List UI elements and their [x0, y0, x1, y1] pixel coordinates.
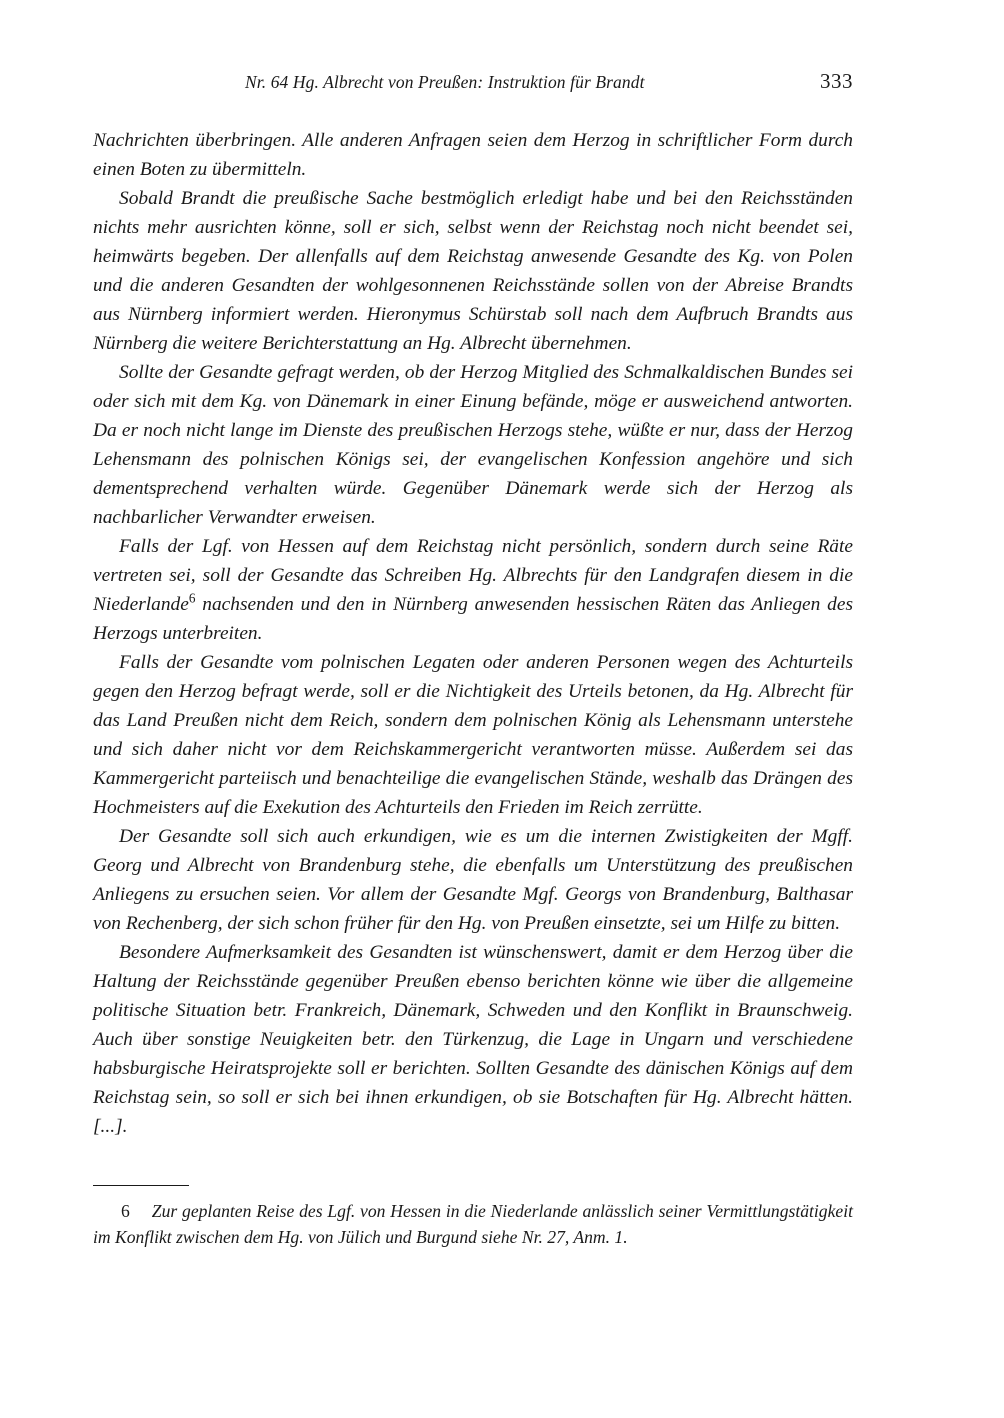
paragraph: Nachrichten überbringen. Alle anderen Anfragen seien dem Herzog in schriftlicher Form durch einen Boten zu übermitteln. — [93, 130, 853, 180]
paragraph-with-footnote-ref — [93, 532, 853, 648]
footnote-reference-marker: 6 — [188, 590, 196, 606]
page-content — [93, 69, 853, 1250]
footnote-number: 6 — [121, 1201, 130, 1221]
paragraph: Sollte der Gesandte gefragt werden, ob der Herzog Mitglied des Schmalkaldischen Bundes sei oder sich mit dem Kg. von Dänemark in einer Einung befände, möge er ausweichend antworten. Da er noch nicht lange im Dienste des preußischen Herzogs stehe, wüßte er nur, dass der Herzog Lehensmann des polnischen Königs sei, der evangelischen Konfession angehöre und sich dementsprechend verhalten würde. Gegenüber Dänemark werde sich der Herzog als nachbarlicher Verwandter erweisen. — [93, 362, 853, 528]
footnote-text: Zur geplanten Reise des Lgf. von Hessen in die Niederlande anlässlich seiner Vermittlungstätigkeit im Konflikt zwischen dem Hg. von Jülich und Burgund siehe Nr. 27, Anm. 1. — [93, 1201, 853, 1247]
running-head — [93, 69, 853, 106]
footnote-area — [93, 1185, 853, 1250]
footnote — [93, 1199, 853, 1250]
footnote-separator-rule — [93, 1185, 189, 1186]
paragraph-text-before-note: Falls der Lgf. von Hessen auf dem Reichstag nicht persönlich, sondern durch seine Räte vertreten sei, soll der Gesandte das Schreiben Hg. Albrechts für den Landgrafen diesem in die Niederlande — [93, 536, 853, 615]
running-head-title: Nr. 64 Hg. Albrecht von Preußen: Instruktion für Brandt — [245, 72, 645, 92]
body-text — [93, 126, 853, 1141]
paragraph: Falls der Gesandte vom polnischen Legaten oder anderen Personen wegen des Achturteils gegen den Herzog befragt werde, soll er die Nichtigkeit des Urteils betonen, da Hg. Albrecht für das Land Preußen nicht dem Reich, sondern dem polnischen König als Lehensmann unterstehe und sich daher nicht vor dem Reichskammergericht verantworten müsse. Außerdem sei das Kammergericht parteiisch und benachteilige die evangelischen Stände, weshalb das Drängen des Hochmeisters auf die Exekution des Achturteils den Frieden im Reich zerrütte. — [93, 652, 853, 818]
paragraph: Sobald Brandt die preußische Sache bestmöglich erledigt habe und bei den Reichsständen nichts mehr ausrichten könne, soll er sich, selbst wenn der Reichstag noch nicht beendet sei, heimwärts begeben. Der allenfalls auf dem Reichstag anwesende Gesandte des Kg. von Polen und die anderen Gesandten der wohlgesonnenen Reichsstände sollen von der Abreise Brandts aus Nürnberg informiert werden. Hieronymus Schürstab soll nach dem Aufbruch Brandts aus Nürnberg die weitere Berichterstattung an Hg. Albrecht übernehmen. — [93, 188, 853, 354]
paragraph: Der Gesandte soll sich auch erkundigen, wie es um die internen Zwistigkeiten der Mgff. Georg und Albrecht von Brandenburg stehe, die ebenfalls um Unterstützung des preußischen Anliegens zu ersuchen seien. Vor allem der Gesandte Mgf. Georgs von Brandenburg, Balthasar von Rechenberg, der sich schon früher für den Hg. von Preußen einsetzte, sei um Hilfe zu bitten. — [93, 826, 853, 934]
paragraph-text-after-note: nachsenden und den in Nürnberg anwesenden hessischen Räten das Anliegen des Herzogs unterbreiten. — [93, 594, 853, 644]
paragraph: Besondere Aufmerksamkeit des Gesandten ist wünschenswert, damit er dem Herzog über die Haltung der Reichsstände gegenüber Preußen ebenso berichten könne wie über die allgemeine politische Situation betr. Frankreich, Dänemark, Schweden und den Konflikt in Braunschweig. Auch über sonstige Neuigkeiten betr. den Türkenzug, die Lage in Ungarn und verschiedene habsburgische Heiratsprojekte soll er berichten. Sollten Gesandte des dänischen Königs auf dem Reichstag sein, so soll er sich bei ihnen erkundigen, ob sie Botschaften für Hg. Albrecht hätten. [...]. — [93, 942, 853, 1137]
page-number: 333 — [820, 69, 853, 93]
